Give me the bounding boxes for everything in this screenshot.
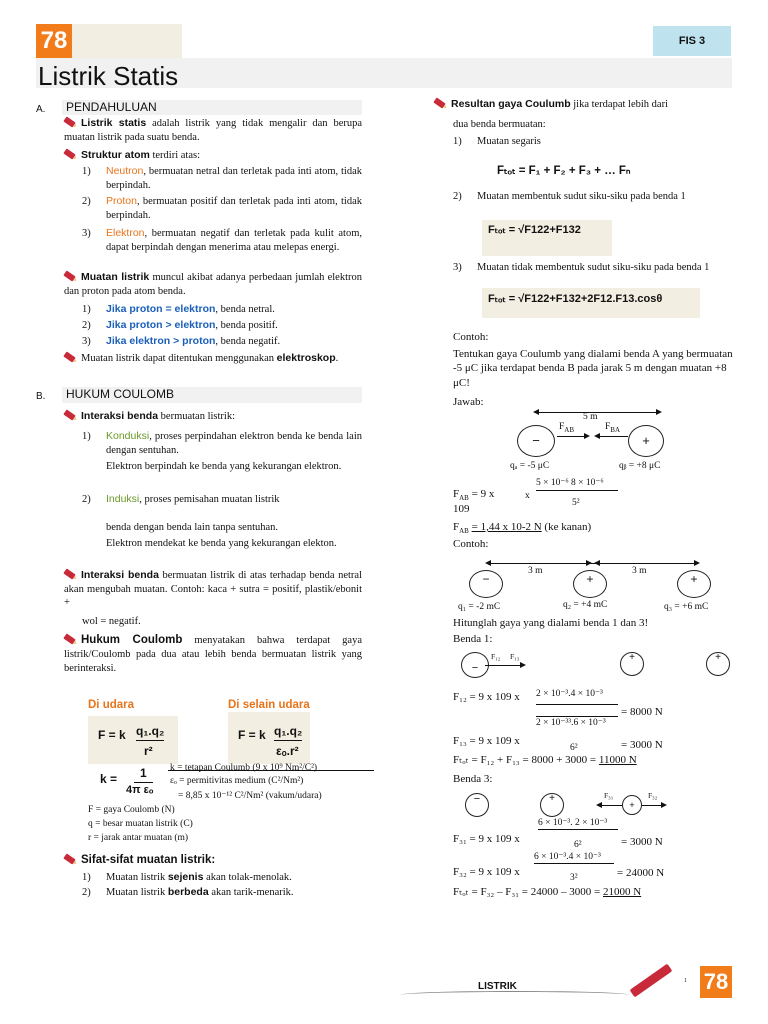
arrow-right-icon bbox=[656, 409, 662, 415]
pencil-bullet-icon bbox=[63, 633, 75, 644]
fab-denominator: 5² bbox=[572, 498, 580, 508]
para-sifat: Sifat-sifat muatan listrik: bbox=[64, 853, 362, 868]
sifat-item-2: 2) Muatan listrik berbeda akan tarik-menarik. bbox=[82, 886, 294, 898]
f32-numerator: 6 × 10⁻³.4 × 10⁻³ bbox=[534, 851, 614, 864]
footer-swoosh bbox=[400, 991, 630, 999]
konduksi-desc: Elektron berpindah ke benda yang kekurangan elektron. bbox=[106, 461, 342, 472]
k-formula-num: 1 bbox=[134, 766, 153, 783]
arrow-left-icon bbox=[596, 802, 602, 808]
para-interaksi-2: Interaksi benda bermuatan listrik di atas terhadap benda netral akan mengubah muatan. Contoh: kaca + sutra = positif, plastik/ebonit + bbox=[64, 569, 362, 609]
header-box bbox=[72, 24, 182, 58]
ftot-benda-3: Fₜₒₜ = F₃₂ – F₃₁ = 24000 – 3000 = 21000 N bbox=[453, 886, 642, 898]
f31-result: = 3000 N bbox=[621, 836, 663, 848]
atom-item-3: 3) Elektron, bermuatan negatif dan terletak pada kulit atom, dapat berpindah dengan menerima atau melepas energi. bbox=[82, 227, 362, 253]
pencil-bullet-icon bbox=[63, 409, 75, 420]
f32-label: F₃₂ bbox=[648, 791, 658, 800]
f31-lhs: F₃₁ = 9 x 109 x bbox=[453, 833, 520, 845]
q1-label: q₁ = -2 mC bbox=[458, 602, 501, 612]
force-arrow-f31 bbox=[600, 805, 622, 806]
sifat-item-1: 1) Muatan listrik sejenis akan tolak-menolak. bbox=[82, 871, 292, 883]
f13-result: = 3000 N bbox=[621, 739, 663, 751]
charge-3-circle: + bbox=[677, 570, 711, 598]
distance-label-2b: 3 m bbox=[632, 566, 647, 576]
k-formula-lhs: k = bbox=[100, 772, 118, 786]
k-formula-den: 4π εₒ bbox=[126, 784, 154, 796]
f12-numerator: 2 × 10⁻³.4 × 10⁻³ bbox=[536, 689, 603, 699]
force-arrow-ab bbox=[557, 436, 585, 437]
para-resultan-2: dua benda bermuatan: bbox=[453, 119, 546, 130]
f31-numerator: 6 × 10⁻³. 2 × 10⁻³ bbox=[538, 817, 618, 830]
formula-udara: F = k q₁.q₂ r² bbox=[88, 716, 178, 764]
hitung-text: Hitunglah gaya yang dialami benda 1 dan 3! bbox=[453, 617, 649, 629]
ftot-benda-1: Fₜₒₜ = F₁₂ + F₁₃ = 8000 + 3000 = 11000 N bbox=[453, 754, 637, 766]
q3-label: q₃ = +6 mC bbox=[664, 602, 709, 612]
legend-F: F = gaya Coulomb (N) bbox=[88, 805, 175, 815]
legend-r: r = jarak antar muatan (m) bbox=[88, 833, 189, 843]
fab-label: $F_{AB}$ bbox=[559, 422, 575, 434]
para-interaksi-2-end: wol = negatif. bbox=[82, 616, 141, 627]
benda-1-label: Benda 1: bbox=[453, 633, 493, 645]
para-listrik-statis: Listrik statis adalah listrik yang tidak mengalir dan berupa muatan listrik pada suatu benda. bbox=[64, 117, 363, 143]
resultan-item-3: 3) Muatan tidak membentuk sudut siku-siku pada benda 1 bbox=[453, 262, 710, 273]
benda3-charge-1: − bbox=[465, 793, 489, 817]
fab-109: 109 bbox=[453, 503, 470, 515]
arrow-right-icon bbox=[661, 802, 667, 808]
konduksi-item: 1) Konduksi, proses perpindahan elektron benda ke benda lain dengan sentuhan. bbox=[82, 430, 362, 456]
arrow-mid-left-icon bbox=[594, 560, 600, 566]
charge-2-circle: + bbox=[573, 570, 607, 598]
arrow-left-icon bbox=[533, 409, 539, 415]
qa-label: qₐ = -5 μC bbox=[510, 461, 550, 471]
benda1-charge-1: − bbox=[461, 652, 489, 678]
section-b-heading: HUKUM COULOMB bbox=[62, 387, 362, 403]
label-di-selain-udara: Di selain udara bbox=[228, 699, 310, 711]
section-b-letter: B. bbox=[36, 391, 46, 402]
f32-denominator: 3² bbox=[570, 873, 578, 883]
f32-result: = 24000 N bbox=[617, 867, 665, 879]
distance-line-2 bbox=[489, 563, 695, 564]
arrow-mid-right-icon bbox=[586, 560, 592, 566]
legend-k: k = tetapan Coulumb (9 x 10⁹ Nm²/C²) bbox=[170, 763, 318, 773]
page-number-badge: 78 bbox=[36, 24, 72, 58]
legend-epsilon-value: = 8,85 x 10⁻¹² C²/Nm² (vakum/udara) bbox=[178, 791, 322, 801]
subject-label: FIS 3 bbox=[653, 26, 731, 56]
f13-label: F₁₃ bbox=[510, 652, 520, 661]
pencil-bullet-icon bbox=[433, 97, 445, 108]
pencil-bullet-icon bbox=[63, 853, 75, 864]
induksi-desc: benda dengan benda lain tanpa sentuhan. bbox=[106, 522, 279, 533]
charge-a-circle: − bbox=[517, 425, 555, 457]
distance-label-2a: 3 m bbox=[528, 566, 543, 576]
contoh-2-label: Contoh: bbox=[453, 538, 489, 550]
induksi-desc-2: Elektron mendekat ke benda yang kekurangan elekton. bbox=[106, 538, 337, 549]
formula-siku: Fₜₒₜ = √F122+F132 bbox=[482, 220, 612, 256]
para-muatan-listrik: Muatan listrik muncul akibat adanya perbedaan jumlah elektron dan proton pada atom benda. bbox=[64, 271, 362, 297]
fab-result: $F_{AB} = 1,44$ x 10-2 N (ke kanan) bbox=[453, 521, 592, 536]
arrow-right-icon bbox=[520, 662, 526, 668]
atom-item-1: 1) Neutron, bermuatan netral dan terletak pada inti atom, tidak berpindah. bbox=[82, 165, 362, 191]
benda3-charge-3: + bbox=[622, 795, 642, 815]
fab-numerator: 5 × 10⁻⁶ 8 × 10⁻⁶ bbox=[536, 477, 618, 491]
resultan-item-1: 1) Muatan segaris bbox=[453, 136, 541, 147]
force-arrow-f32 bbox=[642, 805, 662, 806]
f12-fraction-line bbox=[536, 704, 618, 705]
benda1-charge-3: + bbox=[706, 652, 730, 676]
contoh-1-text: Tentukan gaya Coulumb yang dialami benda A yang bermuatan -5 μC jika terdapat benda B pada jarak 5 m dengan muatan +8 μC! bbox=[453, 348, 733, 389]
arrow-left-icon bbox=[594, 433, 600, 439]
benda-3-label: Benda 3: bbox=[453, 773, 493, 785]
footer-small-number: 1 bbox=[684, 978, 687, 984]
para-hukum-coulomb: Hukum Coulomb menyatakan bahwa terdapat gaya listrik/Coulomb pada dua atau lebih benda bermuatan listrik yang berinteraksi. bbox=[64, 634, 363, 674]
charge-item-2: 2) Jika proton > elektron, benda positif. bbox=[82, 319, 278, 331]
f12-label: F₁₂ bbox=[491, 652, 501, 661]
jawab-label: Jawab: bbox=[453, 396, 484, 408]
footer-label: LISTRIK bbox=[478, 981, 517, 992]
formula-selain-udara: F = k q₁.q₂ εₒ.r² bbox=[228, 712, 310, 764]
f13-lhs: F₁₃ = 9 x 109 x bbox=[453, 735, 520, 747]
f31-label: F₃₁ bbox=[604, 791, 614, 800]
arrow-right-icon bbox=[694, 560, 700, 566]
f12-denominator: 2 × 10⁻³³.6 × 10⁻³ bbox=[536, 716, 618, 729]
force-arrow-ba bbox=[598, 436, 628, 437]
benda3-charge-2: + bbox=[540, 793, 564, 817]
legend-epsilon: εₒ = permitivitas medium (C²/Nm²) bbox=[170, 776, 304, 786]
para-interaksi-1: Interaksi benda bermuatan listrik: bbox=[64, 410, 362, 424]
f12-lhs: F₁₂ = 9 x 109 x bbox=[453, 691, 520, 703]
resultan-item-2: 2) Muatan membentuk sudut siku-siku pada benda 1 bbox=[453, 191, 686, 202]
atom-item-2: 2) Proton, bermuatan positif dan terletak pada inti atom, tidak berpindah. bbox=[82, 195, 362, 221]
force-arrow-f12 bbox=[485, 665, 521, 666]
fab-x: x bbox=[525, 491, 530, 501]
arrow-right-icon bbox=[584, 433, 590, 439]
formula-tidak-siku: Fₜₒₜ = √F122+F132+2F12.F13.cosθ bbox=[482, 288, 700, 318]
legend-q: q = besar muatan listrik (C) bbox=[88, 819, 193, 829]
qb-label: qᵦ = +8 μC bbox=[619, 461, 661, 471]
section-a-letter: A. bbox=[36, 104, 46, 115]
para-struktur-atom: Struktur atom terdiri atas: bbox=[64, 149, 362, 163]
induksi-item: 2) Induksi, proses pemisahan muatan listrik bbox=[82, 493, 280, 505]
q2-label: q₂ = +4 mC bbox=[563, 600, 608, 610]
label-di-udara: Di udara bbox=[88, 699, 135, 711]
f13-denominator: 6² bbox=[570, 743, 578, 753]
para-elektroskop: Muatan listrik dapat ditentukan menggunakan elektroskop. bbox=[64, 352, 362, 366]
charge-b-circle: + bbox=[628, 425, 664, 457]
page-title: Listrik Statis bbox=[38, 61, 179, 91]
para-resultan: Resultan gaya Coulumb jika terdapat lebih dari bbox=[434, 98, 734, 112]
pencil-bullet-icon bbox=[63, 568, 75, 579]
contoh-1-label: Contoh: bbox=[453, 331, 489, 343]
charge-item-1: 1) Jika proton = elektron, benda netral. bbox=[82, 303, 275, 315]
formula-segaris: Fₜₒₜ = F₁ + F₂ + F₃ + … Fₙ bbox=[497, 165, 631, 177]
fab-lhs: $F_{AB} = 9$ x bbox=[453, 488, 495, 503]
pencil-bullet-icon bbox=[63, 351, 75, 362]
f31-denominator: 6² bbox=[574, 840, 582, 850]
pencil-bullet-icon bbox=[63, 116, 75, 127]
section-a-heading: PENDAHULUAN bbox=[62, 100, 362, 115]
charge-item-3: 3) Jika elektron > proton, benda negatif. bbox=[82, 335, 281, 347]
f12-result: = 8000 N bbox=[621, 706, 663, 718]
charge-1-circle: − bbox=[469, 570, 503, 598]
benda1-charge-2: + bbox=[620, 652, 644, 676]
arrow-left-icon bbox=[485, 560, 491, 566]
pencil-bullet-icon bbox=[63, 270, 75, 281]
pencil-bullet-icon bbox=[63, 148, 75, 159]
distance-label-1: 5 m bbox=[583, 412, 598, 422]
pencil-icon bbox=[630, 964, 673, 998]
f32-lhs: F₃₂ = 9 x 109 x bbox=[453, 866, 520, 878]
footer-page-badge: 78 bbox=[700, 966, 732, 998]
fba-label: $F_{BA}$ bbox=[605, 422, 621, 434]
